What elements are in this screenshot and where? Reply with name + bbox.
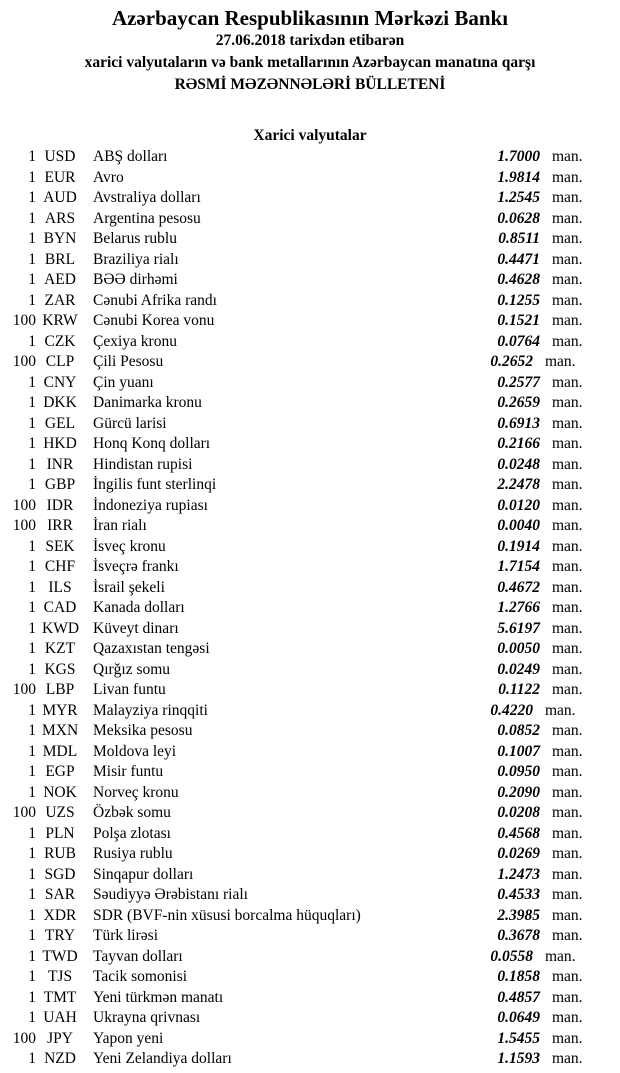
currency-code: SEK (45, 537, 75, 555)
currency-name: Tacik somonisi (93, 968, 188, 985)
currency-quantity: 1 (28, 906, 36, 924)
currency-quantity: 1 (28, 230, 36, 247)
currency-row (0, 168, 610, 189)
currency-code: TMT (43, 988, 77, 1006)
currency-quantity: 1 (28, 455, 36, 473)
currency-name: Səudiyyə Ərəbistanı rialı (93, 886, 248, 903)
currency-row (0, 393, 610, 414)
currency-name: İsrail şekeli (93, 578, 165, 596)
currency-name: Qırğız somu (93, 660, 171, 678)
unit-label: man. (552, 250, 583, 268)
currency-code: CZK (44, 332, 76, 350)
currency-rate: 0.0050 (497, 640, 540, 657)
currency-rate: 0.1255 (497, 291, 540, 309)
currency-code: CAD (43, 599, 77, 616)
currency-quantity: 1 (28, 537, 36, 555)
unit-label: man. (545, 947, 576, 965)
currency-quantity: 1 (28, 558, 36, 575)
currency-rate: 1.2545 (497, 189, 540, 206)
currency-code: PLN (45, 824, 75, 842)
currency-rate: 0.0248 (497, 455, 540, 473)
unit-label: man. (552, 332, 583, 350)
currency-quantity: 1 (28, 578, 36, 596)
currency-name: Çili Pesosu (93, 353, 164, 370)
currency-rate: 0.4857 (497, 988, 540, 1006)
currency-row (0, 209, 610, 230)
currency-rate: 0.1521 (497, 312, 540, 329)
currency-row (0, 660, 610, 681)
currency-row (0, 988, 610, 1009)
currency-name: Danimarka kronu (93, 394, 202, 411)
unit-label: man. (552, 742, 583, 760)
unit-label: man. (552, 312, 583, 329)
currency-row (0, 332, 610, 353)
currency-name: Yapon yeni (93, 1029, 164, 1047)
currency-rate: 0.1858 (497, 968, 540, 985)
currency-code: INR (46, 455, 74, 473)
currency-rate: 5.6197 (497, 619, 540, 637)
currency-code: BRL (44, 250, 76, 268)
currency-code: GEL (44, 414, 76, 432)
currency-rate: 0.1914 (497, 537, 540, 555)
unit-label: man. (552, 476, 583, 493)
unit-label: man. (552, 681, 583, 698)
currency-code: EUR (44, 168, 76, 186)
currency-code: JPY (47, 1029, 73, 1047)
document-header (0, 0, 620, 96)
unit-label: man. (552, 578, 583, 596)
currency-row (0, 639, 610, 660)
currency-rate: 0.2577 (497, 373, 540, 391)
currency-row (0, 373, 610, 394)
currency-name: Braziliya rialı (93, 250, 179, 268)
unit-label: man. (552, 1029, 583, 1047)
currency-code: TRY (44, 927, 76, 944)
unit-label: man. (552, 865, 583, 883)
unit-label: man. (552, 640, 583, 657)
currency-name: Sinqapur dolları (93, 865, 194, 883)
unit-label: man. (552, 1050, 583, 1067)
currency-quantity: 1 (28, 168, 36, 186)
currency-code: KGS (44, 660, 76, 678)
unit-label: man. (552, 455, 583, 473)
currency-name: Hindistan rupisi (93, 455, 193, 473)
currency-name: Moldova leyi (93, 742, 177, 760)
currency-quantity: 1 (28, 742, 36, 760)
unit-label: man. (552, 968, 583, 985)
currency-name: BƏƏ dirhəmi (93, 271, 178, 288)
unit-label: man. (552, 394, 583, 411)
currency-rate: 0.2652 (490, 353, 533, 370)
currency-quantity: 1 (28, 373, 36, 391)
currency-row (0, 906, 610, 927)
currency-code: ILS (48, 578, 72, 596)
currency-name: Qazaxıstan tengəsi (93, 640, 210, 657)
currency-code: TWD (42, 947, 78, 965)
unit-label: man. (552, 148, 583, 165)
currency-row (0, 1008, 610, 1029)
currency-quantity: 100 (12, 353, 36, 370)
currency-row (0, 1029, 610, 1050)
currency-row (0, 762, 610, 783)
currency-row (0, 701, 610, 722)
currency-rate: 0.2166 (497, 435, 540, 452)
currency-code: CNY (43, 373, 77, 391)
unit-label: man. (552, 927, 583, 944)
currency-rate: 0.6913 (497, 414, 540, 432)
currency-row (0, 783, 610, 804)
currency-name: İsveç kronu (93, 537, 166, 555)
currency-row (0, 229, 610, 250)
currency-row (0, 250, 610, 271)
currency-name: Gürcü larisi (93, 414, 167, 432)
currency-quantity: 1 (28, 414, 36, 432)
currency-quantity: 1 (28, 394, 36, 411)
currency-name: Çexiya kronu (93, 332, 177, 350)
currency-code: USD (44, 148, 76, 165)
currency-row (0, 926, 610, 947)
currency-rate: 0.4568 (497, 824, 540, 842)
currency-name: Polşa zlotası (93, 824, 171, 842)
section-title-foreign-currencies: Xarici valyutalar (253, 127, 367, 144)
currency-quantity: 1 (28, 824, 36, 842)
currency-row (0, 475, 610, 496)
currency-rate: 0.2090 (497, 783, 540, 801)
currency-name: Türk lirəsi (93, 927, 158, 944)
currency-rate: 0.4628 (497, 271, 540, 288)
currency-rate: 0.0269 (497, 845, 540, 862)
currency-code: BYN (43, 230, 77, 247)
currency-quantity: 100 (12, 496, 36, 514)
currency-name: Misir funtu (93, 763, 164, 780)
currency-quantity: 1 (28, 783, 36, 801)
currency-row (0, 619, 610, 640)
currency-name: İngilis funt sterlinqi (93, 476, 217, 493)
currency-name: Norveç kronu (93, 783, 179, 801)
currency-quantity: 100 (12, 1029, 36, 1047)
currency-name: İndoneziya rupiası (93, 496, 208, 514)
currency-rate: 0.4533 (497, 886, 540, 903)
currency-code: IRR (47, 517, 73, 534)
currency-name: Honq Konq dolları (93, 435, 211, 452)
unit-label: man. (552, 414, 583, 432)
currency-row (0, 352, 610, 373)
currency-code: CHF (44, 558, 76, 575)
currency-rate: 1.7154 (497, 558, 540, 575)
currency-rate: 0.0852 (497, 722, 540, 739)
currency-rate: 0.0649 (497, 1009, 540, 1026)
currency-row (0, 291, 610, 312)
currency-name: Meksika pesosu (93, 722, 193, 739)
currency-rate: 1.1593 (497, 1050, 540, 1067)
currency-row (0, 1049, 610, 1070)
unit-label: man. (552, 209, 583, 227)
currency-quantity: 1 (28, 291, 36, 309)
currency-quantity: 1 (28, 886, 36, 903)
currency-quantity: 1 (28, 1009, 36, 1026)
currency-row (0, 844, 610, 865)
currency-row (0, 967, 610, 988)
unit-label: man. (552, 906, 583, 924)
currency-code: TJS (47, 968, 73, 985)
unit-label: man. (552, 619, 583, 637)
currency-rate: 1.2766 (497, 599, 540, 616)
currency-row (0, 311, 610, 332)
currency-quantity: 1 (28, 271, 36, 288)
currency-row (0, 414, 610, 435)
currency-row (0, 824, 610, 845)
currency-quantity: 1 (28, 660, 36, 678)
unit-label: man. (552, 189, 583, 206)
currency-name: Özbək somu (93, 804, 171, 821)
unit-label: man. (552, 435, 583, 452)
currency-name: Kanada dolları (93, 599, 185, 616)
currency-row (0, 270, 610, 291)
currency-quantity: 1 (28, 968, 36, 985)
currency-code: MYR (42, 701, 78, 719)
unit-label: man. (552, 763, 583, 780)
currency-code: CLP (45, 353, 75, 370)
unit-label: man. (552, 168, 583, 186)
unit-label: man. (552, 988, 583, 1006)
currency-rate: 0.0120 (497, 496, 540, 514)
currency-quantity: 1 (28, 209, 36, 227)
currency-rate: 1.9814 (497, 168, 540, 186)
currency-code: NZD (44, 1050, 76, 1067)
currency-name: SDR (BVF-nin xüsusi borcalma hüquqları) (93, 906, 361, 924)
currency-name: Rusiya rublu (93, 845, 173, 862)
currency-code: DKK (43, 394, 77, 411)
bulletin-title: RƏSMİ MƏZƏNNƏLƏRİ BÜLLETENİ (174, 76, 446, 93)
currency-quantity: 1 (28, 947, 36, 965)
currency-code: ZAR (44, 291, 76, 309)
currency-code: KRW (42, 312, 78, 329)
currency-code: KWD (42, 619, 80, 637)
currency-row (0, 947, 610, 968)
currency-rate: 0.1007 (497, 742, 540, 760)
currency-rate: 0.4471 (497, 250, 540, 268)
currency-name: Malayziya rinqqiti (93, 701, 208, 719)
unit-label: man. (552, 373, 583, 391)
currency-code: MXN (42, 722, 79, 739)
currency-row (0, 537, 610, 558)
currency-quantity: 1 (28, 640, 36, 657)
currency-name: Küveyt dinarı (93, 619, 179, 637)
unit-label: man. (552, 599, 583, 616)
unit-label: man. (552, 496, 583, 514)
currency-row (0, 188, 610, 209)
currency-quantity: 100 (12, 517, 36, 534)
currency-row (0, 147, 610, 168)
currency-quantity: 1 (28, 476, 36, 493)
currency-quantity: 1 (28, 619, 36, 637)
currency-row (0, 516, 610, 537)
effective-date-line: 27.06.2018 tarixdən etibarən (215, 32, 405, 49)
currency-rate: 0.0040 (497, 517, 540, 534)
unit-label: man. (552, 537, 583, 555)
currency-rate: 0.2659 (497, 394, 540, 411)
currency-quantity: 100 (12, 804, 36, 821)
unit-label: man. (552, 558, 583, 575)
currency-name: İsveçrə frankı (93, 558, 179, 575)
currency-row (0, 865, 610, 886)
currency-quantity: 1 (28, 189, 36, 206)
currency-row (0, 598, 610, 619)
currency-code: LBP (45, 681, 75, 698)
currency-row (0, 885, 610, 906)
currency-rate: 0.4220 (490, 701, 533, 719)
currency-row (0, 496, 610, 517)
unit-label: man. (552, 783, 583, 801)
currency-name: Avro (93, 168, 124, 186)
currency-row (0, 578, 610, 599)
currency-rate: 0.1122 (498, 681, 540, 698)
currency-quantity: 1 (28, 763, 36, 780)
unit-label: man. (552, 804, 583, 821)
currency-code: UAH (43, 1009, 77, 1026)
unit-label: man. (552, 291, 583, 309)
currency-quantity: 1 (28, 988, 36, 1006)
currency-name: Yeni türkmən manatı (93, 988, 224, 1006)
currency-code: MDL (42, 742, 78, 760)
currency-name: Cənubi Korea vonu (93, 312, 215, 329)
currency-rate: 0.3678 (497, 927, 540, 944)
currency-code: ARS (44, 209, 76, 227)
unit-label: man. (552, 886, 583, 903)
currency-code: NOK (43, 783, 77, 801)
currency-code: GBP (44, 476, 76, 493)
currency-name: Belarus rublu (93, 230, 177, 247)
currency-quantity: 1 (28, 148, 36, 165)
currency-code: AUD (43, 189, 77, 206)
unit-label: man. (552, 824, 583, 842)
currency-code: XDR (43, 906, 77, 924)
unit-label: man. (552, 1009, 583, 1026)
currency-quantity: 1 (28, 250, 36, 268)
currency-quantity: 1 (28, 927, 36, 944)
currency-quantity: 1 (28, 865, 36, 883)
currency-code: SAR (44, 886, 76, 903)
currency-quantity: 1 (28, 701, 36, 719)
currency-rate: 0.4672 (497, 578, 540, 596)
currency-name: Cənubi Afrika randı (93, 291, 217, 309)
unit-label: man. (552, 271, 583, 288)
unit-label: man. (552, 845, 583, 862)
currency-quantity: 1 (28, 435, 36, 452)
currency-rate: 2.2478 (497, 476, 540, 493)
unit-label: man. (552, 722, 583, 739)
currency-name: Çin yuanı (93, 373, 154, 391)
currency-rate: 0.0249 (497, 660, 540, 678)
unit-label: man. (552, 660, 583, 678)
currency-row (0, 557, 610, 578)
currency-quantity: 100 (12, 681, 36, 698)
currency-quantity: 1 (28, 1050, 36, 1067)
currency-rate: 0.0208 (497, 804, 540, 821)
currency-quantity: 1 (28, 845, 36, 862)
currency-row (0, 742, 610, 763)
currency-name: Tayvan dolları (93, 947, 183, 965)
currency-code: EGP (45, 763, 75, 780)
currency-name: ABŞ dolları (93, 148, 168, 165)
currency-name: Yeni Zelandiya dolları (93, 1050, 232, 1067)
currency-rate: 0.0558 (490, 947, 533, 965)
unit-label: man. (552, 230, 583, 247)
unit-label: man. (545, 701, 576, 719)
unit-label: man. (545, 353, 576, 370)
currency-rate: 2.3985 (497, 906, 540, 924)
currency-code: SGD (44, 865, 76, 883)
currency-rate: 0.0628 (497, 209, 540, 227)
currency-rate: 1.5455 (497, 1029, 540, 1047)
currency-row (0, 721, 610, 742)
currency-quantity: 100 (12, 312, 36, 329)
currency-code: HKD (43, 435, 77, 452)
currency-row (0, 680, 610, 701)
currency-name: Argentina pesosu (93, 209, 201, 227)
currency-name: Avstraliya dolları (93, 189, 201, 206)
bank-title: Azərbaycan Respublikasının Mərkəzi Bankı (111, 6, 509, 30)
currency-name: Ukrayna qrivnası (93, 1009, 201, 1026)
currency-name: Livan funtu (93, 681, 166, 698)
currency-name: İran rialı (93, 517, 147, 534)
currency-quantity: 1 (28, 332, 36, 350)
currency-row (0, 803, 610, 824)
subject-line: xarici valyutaların və bank metallarının Azərbaycan manatına qarşı (84, 54, 536, 71)
currency-rate: 0.8511 (498, 230, 540, 247)
currency-rate-table (0, 147, 620, 1070)
currency-rate: 0.0764 (497, 332, 540, 350)
currency-rate: 0.0950 (497, 763, 540, 780)
unit-label: man. (552, 517, 583, 534)
currency-rate: 1.2473 (497, 865, 540, 883)
currency-code: RUB (44, 845, 76, 862)
currency-code: UZS (45, 804, 75, 821)
currency-rate: 1.7000 (497, 148, 540, 165)
currency-quantity: 1 (28, 599, 36, 616)
currency-quantity: 1 (28, 722, 36, 739)
currency-code: IDR (46, 496, 74, 514)
currency-code: KZT (44, 640, 76, 657)
currency-row (0, 455, 610, 476)
currency-code: AED (44, 271, 76, 288)
currency-row (0, 434, 610, 455)
